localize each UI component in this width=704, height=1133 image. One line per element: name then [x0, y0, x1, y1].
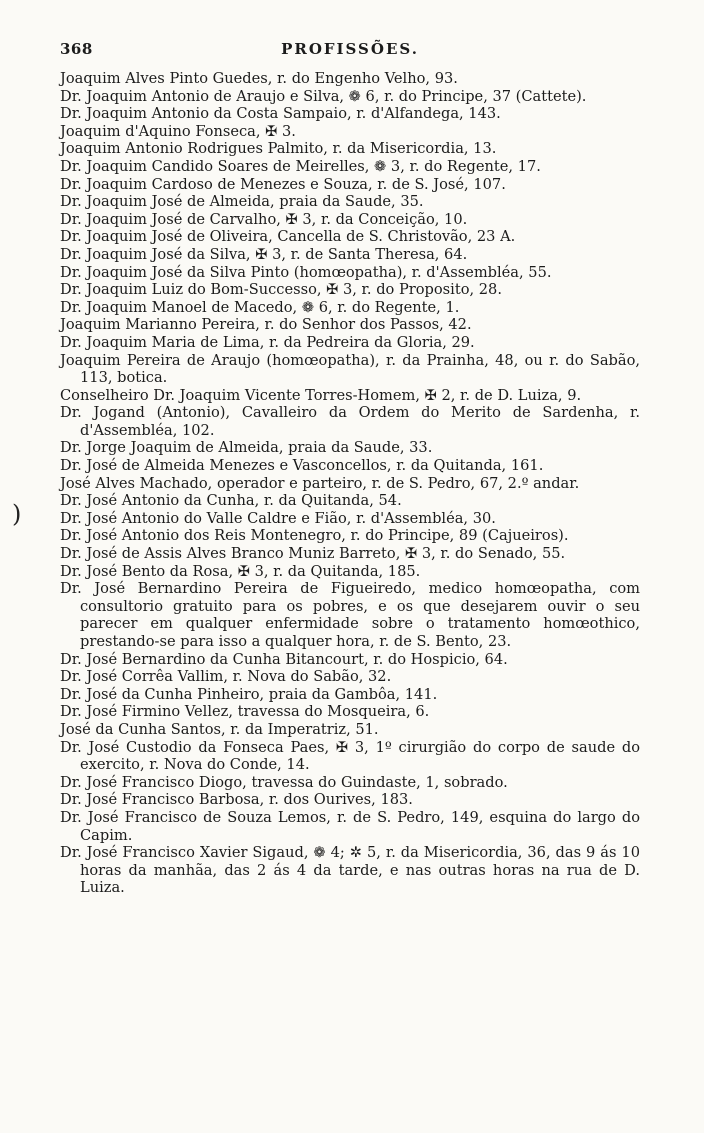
page-header	[60, 40, 640, 68]
list-item: Dr. José de Almeida Menezes e Vasconcellos, r. da Quitanda, 161.	[60, 457, 544, 475]
list-item: Joaquim Antonio Rodrigues Palmito, r. da Misericordia, 13.	[60, 140, 497, 158]
list-item: Joaquim Alves Pinto Guedes, r. do Engenho Velho, 93.	[60, 70, 458, 87]
page-number: 368	[60, 40, 93, 58]
list-item: Dr. José Antonio da Cunha, r. da Quitanda, 54.	[60, 492, 402, 510]
list-item: Dr. José Francisco Diogo, travessa do Guindaste, 1, sobrado.	[60, 773, 508, 791]
list-item: Joaquim d'Aquino Fonseca, ✠ 3.	[60, 122, 296, 140]
list-item: Dr. José Bento da Rosa, ✠ 3, r. da Quitanda, 185.	[60, 562, 421, 580]
list-item: Dr. José Custodio da Fonseca Paes, ✠ 3, 1º cirurgião do corpo de saude do exercito, r. Nova do Conde, 14.	[60, 738, 640, 774]
list-item: Dr. Joaquim José da Silva, ✠ 3, r. de Santa Theresa, 64.	[60, 245, 468, 263]
margin-mark: )	[12, 500, 22, 528]
list-item: Dr. Joaquim José de Almeida, praia da Saude, 35.	[60, 193, 424, 211]
list-item: Dr. José Francisco Xavier Sigaud, ❁ 4; ✲ 5, r. da Misericordia, 36, das 9 ás 10 horas da manhãa, das 2 ás 4 da tarde, e nas outras horas na rua de D. Luiza.	[60, 844, 640, 897]
list-item: Conselheiro Dr. Joaquim Vicente Torres-Homem, ✠ 2, r. de D. Luiza, 9.	[60, 386, 582, 404]
list-item: Dr. Joaquim Maria de Lima, r. da Pedreira da Gloria, 29.	[60, 333, 475, 351]
list-item: Joaquim Pereira de Araujo (homœopatha), r. da Prainha, 48, ou r. do Sabão, 113, botica.	[60, 351, 640, 387]
list-item: Dr. Jorge Joaquim de Almeida, praia da Saude, 33.	[60, 439, 433, 457]
list-item: Dr. Joaquim Candido Soares de Meirelles, ❁ 3, r. do Regente, 17.	[60, 157, 541, 175]
list-item: Dr. Joaquim Antonio de Araujo e Silva, ❁ 6, r. do Principe, 37 (Cattete).	[60, 87, 587, 105]
page	[60, 40, 640, 897]
list-item: Dr. José Corrêa Vallim, r. Nova do Sabão, 32.	[60, 668, 392, 686]
list-item: Dr. José Bernardino Pereira de Figueiredo, medico homœopatha, com consultorio gratuito para os pobres, e os que desejarem ouvir o seu parecer em qualquer enfermidade sobre o tratamento homœothico, prestando-se para isso a qualquer hora, r. de S. Bento, 23.	[60, 580, 640, 650]
running-title: PROFISSÕES.	[281, 40, 419, 58]
list-item: Joaquim Marianno Pereira, r. do Senhor dos Passos, 42.	[60, 316, 472, 334]
list-item: Dr. José Francisco Barbosa, r. dos Ourives, 183.	[60, 791, 413, 809]
list-item: Dr. Joaquim José de Oliveira, Cancella de S. Christovão, 23 A.	[60, 228, 516, 246]
list-item: Dr. José Francisco de Souza Lemos, r. de S. Pedro, 149, esquina do largo do Capim.	[60, 808, 640, 844]
list-item: Dr. Joaquim Cardoso de Menezes e Souza, r. de S. José, 107.	[60, 175, 506, 193]
list-item: Dr. Joaquim Luiz do Bom-Successo, ✠ 3, r. do Proposito, 28.	[60, 281, 502, 299]
list-item: Dr. Jogand (Antonio), Cavalleiro da Ordem do Merito de Sardenha, r. d'Assembléa, 102.	[60, 404, 640, 439]
list-item: Dr. José Bernardino da Cunha Bitancourt, r. do Hospicio, 64.	[60, 650, 508, 668]
list-item: Dr. Joaquim José de Carvalho, ✠ 3, r. da Conceição, 10.	[60, 210, 468, 228]
list-item: José da Cunha Santos, r. da Imperatriz, 51.	[60, 720, 379, 738]
list-item: Dr. José Antonio do Valle Caldre e Fião, r. d'Assembléa, 30.	[60, 509, 496, 527]
list-item: Dr. José Antonio dos Reis Montenegro, r. do Principe, 89 (Cajueiros).	[60, 527, 569, 545]
list-item: Dr. Joaquim Manoel de Macedo, ❁ 6, r. do Regente, 1.	[60, 298, 460, 316]
entry-list	[60, 70, 640, 897]
list-item: José Alves Machado, operador e parteiro, r. de S. Pedro, 67, 2.º andar.	[60, 474, 580, 492]
list-item: Dr. José da Cunha Pinheiro, praia da Gambôa, 141.	[60, 685, 438, 703]
list-item: Dr. Joaquim Antonio da Costa Sampaio, r. d'Alfandega, 143.	[60, 105, 501, 123]
list-item: Dr. José Firmino Vellez, travessa do Mosqueira, 6.	[60, 703, 430, 721]
list-item: Dr. José de Assis Alves Branco Muniz Barreto, ✠ 3, r. do Senado, 55.	[60, 545, 566, 563]
list-item: Dr. Joaquim José da Silva Pinto (homœopatha), r. d'Assembléa, 55.	[60, 263, 552, 281]
